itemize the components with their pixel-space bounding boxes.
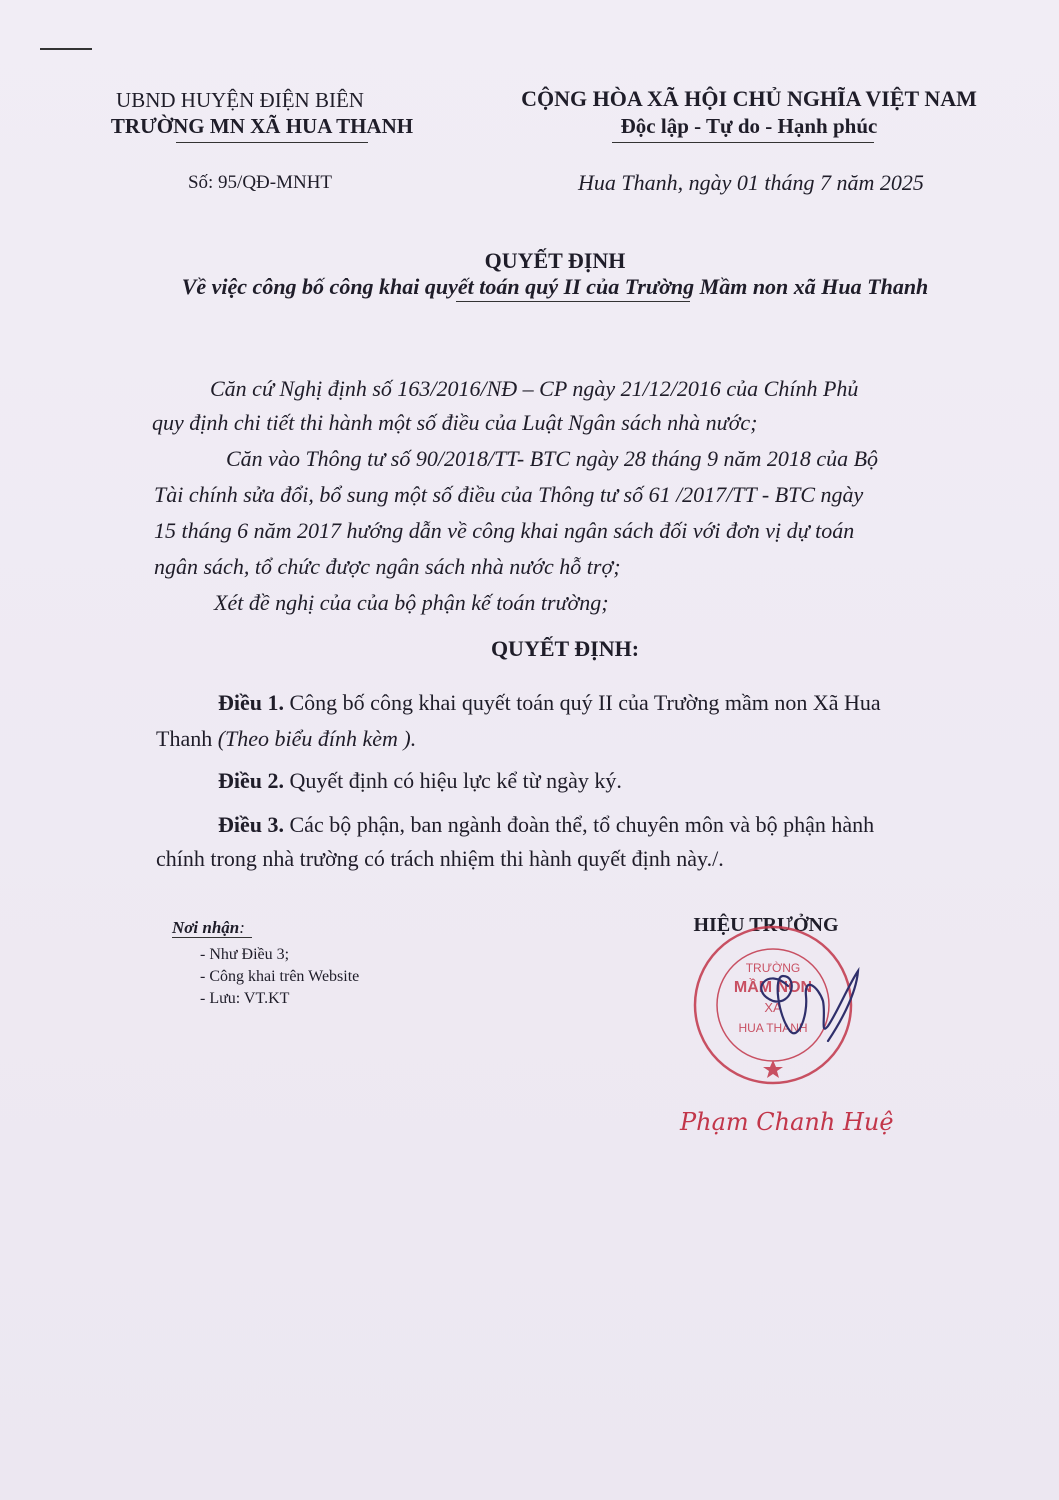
article-1-label: Điều 1.	[218, 690, 284, 715]
preamble-p1-line2: quy định chi tiết thi hành một số điều của Luật Ngân sách nhà nước;	[152, 410, 758, 435]
article-1-note: (Theo biểu đính kèm ).	[217, 726, 417, 751]
article-2-label: Điều 2.	[218, 768, 284, 793]
preamble-p2-line2: Tài chính sửa đổi, bổ sung một số điều của Thông tư số 61 /2017/TT - BTC ngày	[154, 482, 864, 507]
stamp-line: HUA THANH	[738, 1021, 808, 1035]
signer-name: Phạm Chanh Huệ	[680, 1108, 894, 1136]
preamble-p2-line4: ngân sách, tổ chức được ngân sách nhà nước hỗ trợ;	[154, 554, 621, 579]
recipients-label: Nơi nhận:	[172, 918, 245, 937]
article-3: Điều 3. Các bộ phận, ban ngành đoàn thể, tổ chuyên môn và bộ phận hành	[218, 812, 875, 837]
recipient-item: - Lưu: VT.KT	[200, 990, 290, 1007]
preamble-p2-line1: Căn vào Thông tư số 90/2018/TT- BTC ngày 28 tháng 9 năm 2018 của Bộ	[226, 446, 879, 471]
decision-heading: QUYẾT ĐỊNH	[484, 248, 626, 273]
motto-underline	[612, 142, 874, 143]
article-1: Điều 1. Công bố công khai quyết toán quý II của Trường mầm non Xã Hua	[218, 690, 881, 715]
school-name: TRƯỜNG MN XÃ HUA THANH	[110, 114, 414, 138]
recipients-underline	[172, 937, 252, 938]
article-3-label: Điều 3.	[218, 812, 284, 837]
stamp-line: XÃ	[764, 1000, 782, 1015]
stamp-line: MẦM NON	[733, 979, 813, 996]
national-title: CỘNG HÒA XÃ HỘI CHỦ NGHĨA VIỆT NAM	[521, 86, 977, 111]
agency-name: UBND HUYỆN ĐIỆN BIÊN	[116, 88, 364, 112]
stamp-line: TRƯỜNG	[745, 961, 801, 975]
article-3-line2: chính trong nhà trường có trách nhiệm thi hành quyết định này./.	[156, 846, 724, 871]
subject-underline	[456, 301, 690, 302]
school-name-underline	[176, 142, 368, 143]
recipient-item: - Công khai trên Website	[200, 968, 360, 985]
place-date: Hua Thanh, ngày 01 tháng 7 năm 2025	[578, 170, 924, 195]
signer-title: HIỆU TRƯỞNG	[693, 914, 839, 936]
recipient-item: - Như Điều 3;	[200, 946, 290, 963]
preamble-p3-line1: Xét đề nghị của của bộ phận kế toán trường;	[214, 590, 609, 615]
star-icon	[763, 1060, 783, 1078]
preamble-p1-line1: Căn cứ Nghị định số 163/2016/NĐ – CP ngày 21/12/2016 của Chính Phủ	[210, 376, 859, 401]
decision-subject: Về việc công bố công khai quyết toán quý II của Trường Mầm non xã Hua Thanh	[181, 274, 929, 299]
handwritten-signature	[728, 946, 888, 1056]
top-mark	[40, 48, 92, 50]
preamble-p2-line3: 15 tháng 6 năm 2017 hướng dẫn về công khai ngân sách đối với đơn vị dự toán	[154, 518, 855, 543]
decision-subheading: QUYẾT ĐỊNH:	[490, 636, 640, 661]
article-1-line2: Thanh (Theo biểu đính kèm ).	[156, 726, 417, 751]
national-motto: Độc lập - Tự do - Hạnh phúc	[620, 114, 878, 138]
document-number: Số: 95/QĐ-MNHT	[187, 172, 333, 193]
article-2: Điều 2. Quyết định có hiệu lực kể từ ngày ký.	[218, 768, 622, 793]
